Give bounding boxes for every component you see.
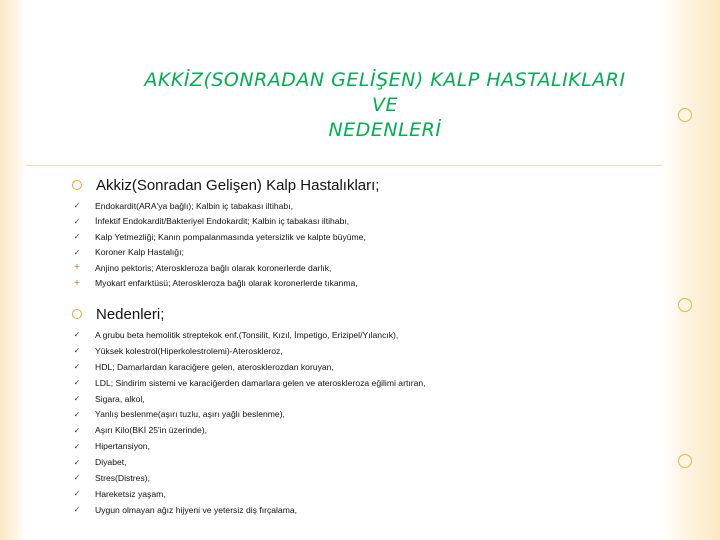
list-item bbox=[72, 486, 672, 502]
list-item bbox=[72, 375, 672, 391]
decorative-dot bbox=[678, 454, 692, 468]
list-item-text: Sigara, alkol, bbox=[95, 393, 145, 404]
list-item-text: Yanlış beslenme(aşırı tuzlu, aşırı yağlı beslenme), bbox=[95, 409, 285, 420]
list-item-text: A grubu beta hemolitik streptekok enf.(Tonsilit, Kızıl, İmpetigo, Erizipel/Yılancık), bbox=[95, 329, 399, 340]
section-heading-causes bbox=[72, 301, 672, 327]
checkmark-icon: ✓ bbox=[73, 362, 81, 372]
content-area bbox=[72, 172, 672, 518]
list-item bbox=[72, 276, 672, 292]
list-item-text: Koroner Kalp Hastalığı; bbox=[95, 247, 184, 258]
decorative-dot bbox=[678, 298, 692, 312]
circle-bullet-icon bbox=[72, 309, 82, 319]
title-line-2: VE bbox=[371, 94, 398, 116]
list-item-text: Uygun olmayan ağız hijyeni ve yetersiz diş fırçalama, bbox=[95, 504, 298, 515]
list-item-text: Stres(Distres), bbox=[95, 472, 150, 483]
heading-text: Akkiz(Sonradan Gelişen) Kalp Hastalıkları; bbox=[96, 176, 380, 194]
title-line-1: AKKİZ(SONRADAN GELİŞEN) KALP HASTALIKLARI bbox=[144, 69, 626, 91]
list-item-text: Aşırı Kilo(BKİ 25'in üzerinde), bbox=[95, 425, 207, 436]
checkmark-icon: ✓ bbox=[73, 489, 81, 499]
left-decorative-border bbox=[0, 0, 26, 540]
list-item bbox=[72, 502, 672, 518]
diseases-list bbox=[72, 198, 672, 291]
checkmark-icon: ✓ bbox=[73, 441, 81, 451]
checkmark-icon: ✓ bbox=[73, 409, 81, 419]
list-item bbox=[72, 422, 672, 438]
checkmark-icon: ✓ bbox=[73, 425, 81, 435]
plus-bullet-icon: + bbox=[74, 277, 80, 289]
list-item-text: HDL; Damarlardan karaciğere gelen, aterosklerozdan koruyan, bbox=[95, 361, 334, 372]
checkmark-icon: ✓ bbox=[73, 346, 81, 356]
checkmark-icon: ✓ bbox=[73, 216, 81, 226]
list-item bbox=[72, 343, 672, 359]
page-title bbox=[90, 68, 680, 143]
list-item bbox=[72, 229, 672, 245]
list-item-text: Diyabet, bbox=[95, 457, 127, 468]
checkmark-icon: ✓ bbox=[73, 201, 81, 211]
heading-text: Nedenleri; bbox=[96, 305, 165, 323]
list-item-text: Hipertansiyon, bbox=[95, 441, 150, 452]
divider-line bbox=[26, 165, 662, 166]
list-item bbox=[72, 198, 672, 214]
causes-list bbox=[72, 327, 672, 518]
checkmark-icon: ✓ bbox=[73, 378, 81, 388]
list-item bbox=[72, 470, 672, 486]
decorative-dot bbox=[678, 108, 692, 122]
list-item bbox=[72, 406, 672, 422]
checkmark-icon: ✓ bbox=[73, 394, 81, 403]
list-item-text: İnfektif Endokardit/Bakteriyel Endokardit; Kalbin iç tabakası iltihabı, bbox=[95, 216, 350, 227]
list-item-text: Yüksek kolestrol(Hiperkolestrolemi)-Ateroskleroz, bbox=[95, 345, 283, 356]
list-item bbox=[72, 359, 672, 375]
list-item-text: Kalp Yetmezliği; Kanın pompalanmasında yetersizlik ve kalpte büyüme, bbox=[95, 231, 366, 242]
list-item-text: Endokardit(ARA'ya bağlı); Kalbin iç tabakası iltihabı, bbox=[95, 200, 293, 211]
checkmark-icon: ✓ bbox=[73, 473, 81, 483]
list-item bbox=[72, 454, 672, 470]
checkmark-icon: ✓ bbox=[73, 457, 81, 467]
list-item-text: Anjino pektoris; Ateroskleroza bağlı olarak koronerlerde darlık, bbox=[95, 262, 332, 273]
checkmark-icon: ✓ bbox=[73, 232, 81, 242]
checkmark-icon: ✓ bbox=[73, 330, 81, 340]
list-item bbox=[72, 245, 672, 261]
checkmark-icon: ✓ bbox=[73, 505, 81, 515]
list-item bbox=[72, 391, 672, 407]
list-item bbox=[72, 214, 672, 230]
list-item-text: Hareketsiz yaşam, bbox=[95, 488, 166, 499]
circle-bullet-icon bbox=[72, 180, 82, 190]
list-item-text: Myokart enfarktüsü; Ateroskleroza bağlı olarak koronerlerde tıkanma, bbox=[95, 278, 358, 289]
list-item bbox=[72, 260, 672, 276]
plus-bullet-icon: + bbox=[74, 262, 80, 274]
list-item bbox=[72, 438, 672, 454]
title-line-3: NEDENLERİ bbox=[328, 119, 442, 141]
list-item bbox=[72, 327, 672, 343]
list-item-text: LDL; Sindirim sistemi ve karaciğerden damarlara gelen ve ateroskleroza eğilimi artıran, bbox=[95, 377, 426, 388]
checkmark-icon: ✓ bbox=[73, 247, 81, 257]
section-heading-diseases bbox=[72, 172, 672, 198]
